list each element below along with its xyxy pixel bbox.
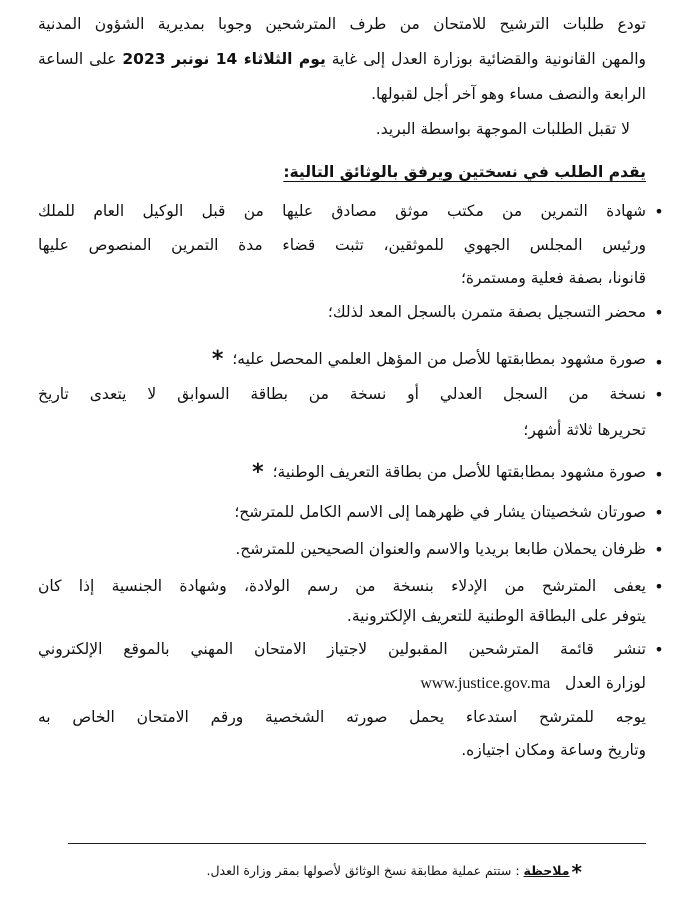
list-item-3-text: صورة مشهود بمطابقتها للأصل من المؤهل العلمي المحصل عليه؛ xyxy=(232,350,646,368)
footnote-divider xyxy=(68,843,646,844)
intro-line-1: تودع طلبات الترشيح للامتحان من طرف المترشحين وجوبا بمديرية الشؤون المدنية xyxy=(38,15,646,33)
list-item-9-text: لوزارة العدل xyxy=(565,674,646,692)
intro-line-3: الرابعة والنصف مساء وهو آخر أجل لقبولها. xyxy=(371,85,646,103)
bullet-icon: • xyxy=(654,640,664,659)
deadline-date: يوم الثلاثاء 14 نونبر 2023 xyxy=(122,50,326,68)
intro-line-4: لا تقبل الطلبات الموجهة بواسطة البريد. xyxy=(375,120,630,138)
justice-website-link[interactable]: www.justice.gov.ma xyxy=(420,675,551,692)
bullet-icon: • xyxy=(654,503,664,522)
list-item-5-text: صورة مشهود بمطابقتها للأصل من بطاقة التعريف الوطنية؛ xyxy=(272,463,646,481)
asterisk-icon: * xyxy=(571,860,582,884)
documents-heading: يقدم الطلب في نسختين ويرفق بالوثائق التالية: xyxy=(283,163,646,181)
list-item-6: صورتان شخصيتان يشار في ظهرهما إلى الاسم الكامل للمترشح؛ xyxy=(234,503,646,521)
asterisk-icon: * xyxy=(211,347,224,372)
list-item-1-line-2: ورئيس المجلس الجهوي للموثقين، تثبت قضاء مدة التمرين المنصوص عليها xyxy=(38,236,646,254)
bullet-icon: • xyxy=(654,202,664,221)
intro-line-2-pre: والمهن القانونية والقضائية بوزارة العدل إلى غاية xyxy=(331,50,647,68)
list-item-9-line-2 xyxy=(38,671,646,696)
bullet-icon: • xyxy=(654,540,664,559)
list-item-8-line-1: يعفى المترشح من الإدلاء بنسخة من رسم الولادة، وشهادة الجنسية إذا كان xyxy=(38,577,646,595)
footnote-text: : ستتم عملية مطابقة نسخ الوثائق لأصولها بمقر وزارة العدل. xyxy=(206,863,520,878)
list-item-4-line-2: تحريرها ثلاثة أشهر؛ xyxy=(523,421,646,439)
bullet-icon: • xyxy=(654,577,664,596)
asterisk-icon: * xyxy=(252,460,264,485)
bullet-icon: • xyxy=(654,353,664,372)
intro-line-2-post: على الساعة xyxy=(38,50,117,68)
footnote xyxy=(206,858,582,884)
intro-line-2 xyxy=(38,47,646,71)
list-item-1-line-3: قانونا، بصفة فعلية ومستمرة؛ xyxy=(460,269,646,287)
list-item-7: ظرفان يحملان طابعا بريديا والاسم والعنوان الصحيحين للمترشح. xyxy=(235,540,646,558)
bullet-icon: • xyxy=(654,465,664,484)
list-item-8-line-2: يتوفر على البطاقة الوطنية للتعريف الإلكترونية. xyxy=(346,607,646,625)
footnote-label: ملاحظة xyxy=(523,863,570,878)
closing-line-2: وتاريخ وساعة ومكان اجتيازه. xyxy=(461,741,646,759)
list-item-4-line-1: نسخة من السجل العدلي أو نسخة من بطاقة السوابق لا يتعدى تاريخ xyxy=(38,385,646,403)
list-item-9-line-1: تنشر قائمة المترشحين المقبولين لاجتياز الامتحان المهني بالموقع الإلكتروني xyxy=(38,640,646,658)
list-item-3 xyxy=(38,346,646,371)
bullet-icon: • xyxy=(654,303,664,322)
list-item-5 xyxy=(38,459,646,484)
list-item-2: محضر التسجيل بصفة متمرن بالسجل المعد لذلك؛ xyxy=(327,303,646,321)
bullet-icon: • xyxy=(654,385,664,404)
closing-line-1: يوجه للمترشح استدعاء يحمل صورته الشخصية ورقم الامتحان الخاص به xyxy=(38,708,646,726)
list-item-1-line-1: شهادة التمرين من مكتب موثق مصادق عليها من قبل الوكيل العام للملك xyxy=(38,202,646,220)
